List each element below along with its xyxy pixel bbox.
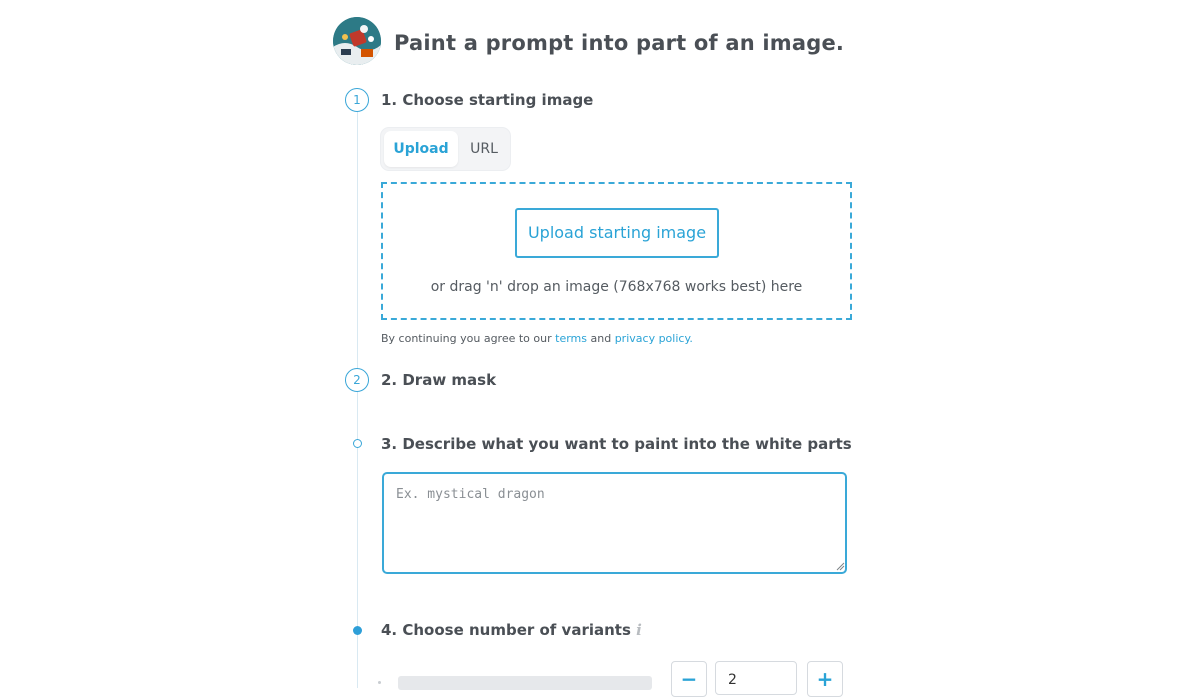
dropzone-hint: or drag 'n' drop an image (768x768 works best) here bbox=[430, 279, 803, 295]
step-1-marker: 1 bbox=[345, 88, 369, 112]
step-4-label-text: 4. Choose number of variants bbox=[381, 621, 631, 639]
slider-tick bbox=[378, 681, 381, 684]
terms-link[interactable]: terms bbox=[555, 332, 587, 345]
step-4-label bbox=[381, 621, 642, 639]
tab-url[interactable]: URL bbox=[470, 141, 498, 157]
step-3-marker bbox=[353, 439, 362, 448]
step-4-marker bbox=[353, 626, 362, 635]
increment-button[interactable]: + bbox=[807, 661, 843, 697]
tab-upload[interactable]: Upload bbox=[384, 131, 458, 167]
variants-input[interactable]: 2 bbox=[715, 661, 797, 695]
decrement-button[interactable]: − bbox=[671, 661, 707, 697]
step-2-marker: 2 bbox=[345, 368, 369, 392]
step-3-label: 3. Describe what you want to paint into the white parts bbox=[381, 435, 852, 453]
step-1-label: 1. Choose starting image bbox=[381, 91, 594, 109]
terms-and: and bbox=[590, 332, 612, 345]
terms-prefix: By continuing you agree to our bbox=[381, 332, 552, 345]
privacy-policy-link[interactable]: privacy policy. bbox=[614, 332, 693, 345]
terms-notice bbox=[381, 332, 693, 345]
info-icon[interactable]: i bbox=[636, 621, 642, 639]
resize-grip-icon[interactable] bbox=[836, 562, 845, 571]
page-title: Paint a prompt into part of an image. bbox=[394, 31, 845, 55]
step-2-label: 2. Draw mask bbox=[381, 371, 497, 389]
source-tabs bbox=[381, 128, 510, 170]
prompt-placeholder: Ex. mystical dragon bbox=[396, 487, 545, 502]
avatar bbox=[333, 17, 381, 65]
upload-starting-image-button[interactable]: Upload starting image bbox=[515, 208, 719, 258]
prompt-textarea[interactable] bbox=[382, 472, 847, 574]
variants-slider[interactable] bbox=[398, 676, 652, 690]
